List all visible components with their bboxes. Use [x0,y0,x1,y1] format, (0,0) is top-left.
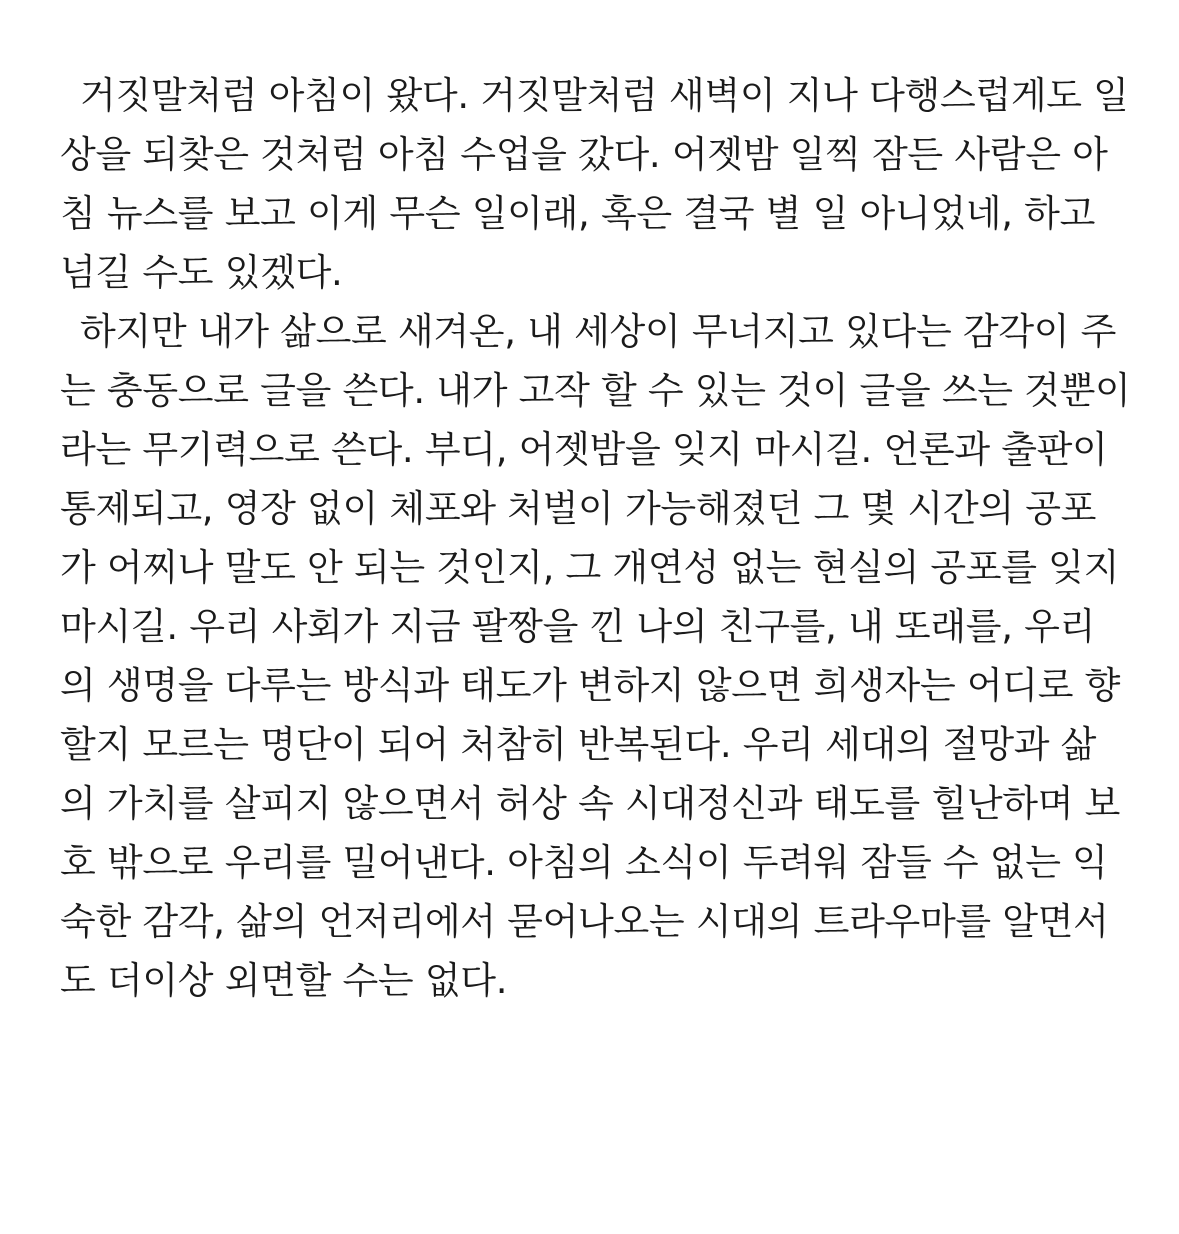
text-line: 상을 되찾은 것처럼 아침 수업을 갔다. 어젯밤 일찍 잠든 사람은 아 [60,133,1108,176]
text-line: 마시길. 우리 사회가 지금 팔짱을 낀 나의 친구를, 내 또래를, 우리 [60,605,1096,648]
text-line: 할지 모르는 명단이 되어 처참히 반복된다. 우리 세대의 절망과 삶 [60,723,1097,766]
text-line: 통제되고, 영장 없이 체포와 처벌이 가능해졌던 그 몇 시간의 공포 [60,487,1097,530]
text-line: 의 가치를 살피지 않으면서 허상 속 시대정신과 태도를 힐난하며 보 [60,782,1121,825]
text-line: 하지만 내가 삶으로 새겨온, 내 세상이 무너지고 있다는 감각이 주 [80,310,1117,353]
text-line: 숙한 감각, 삶의 언저리에서 묻어나오는 시대의 트라우마를 알면서 [60,900,1109,943]
text-line: 의 생명을 다루는 방식과 태도가 변하지 않으면 희생자는 어디로 향 [60,664,1121,707]
paragraph-2 [60,302,1130,1010]
text-line: 넘길 수도 있겠다. [60,251,343,294]
text-line: 거짓말처럼 아침이 왔다. 거짓말처럼 새벽이 지나 다행스럽게도 일 [80,74,1129,117]
text-line: 라는 무기력으로 쓴다. 부디, 어젯밤을 잊지 마시길. 언론과 출판이 [60,428,1108,471]
text-line: 도 더이상 외면할 수는 없다. [60,959,508,1002]
text-line: 호 밖으로 우리를 밀어낸다. 아침의 소식이 두려워 잠들 수 없는 익 [60,841,1108,884]
paragraph-1 [60,66,1130,302]
text-line: 가 어찌나 말도 안 되는 것인지, 그 개연성 없는 현실의 공포를 잊지 [60,546,1120,589]
text-line: 는 충동으로 글을 쓴다. 내가 고작 할 수 있는 것이 글을 쓰는 것뿐이 [60,369,1131,412]
essay-text [60,66,1130,1010]
text-line: 침 뉴스를 보고 이게 무슨 일이래, 혹은 결국 별 일 아니었네, 하고 [60,192,1096,235]
